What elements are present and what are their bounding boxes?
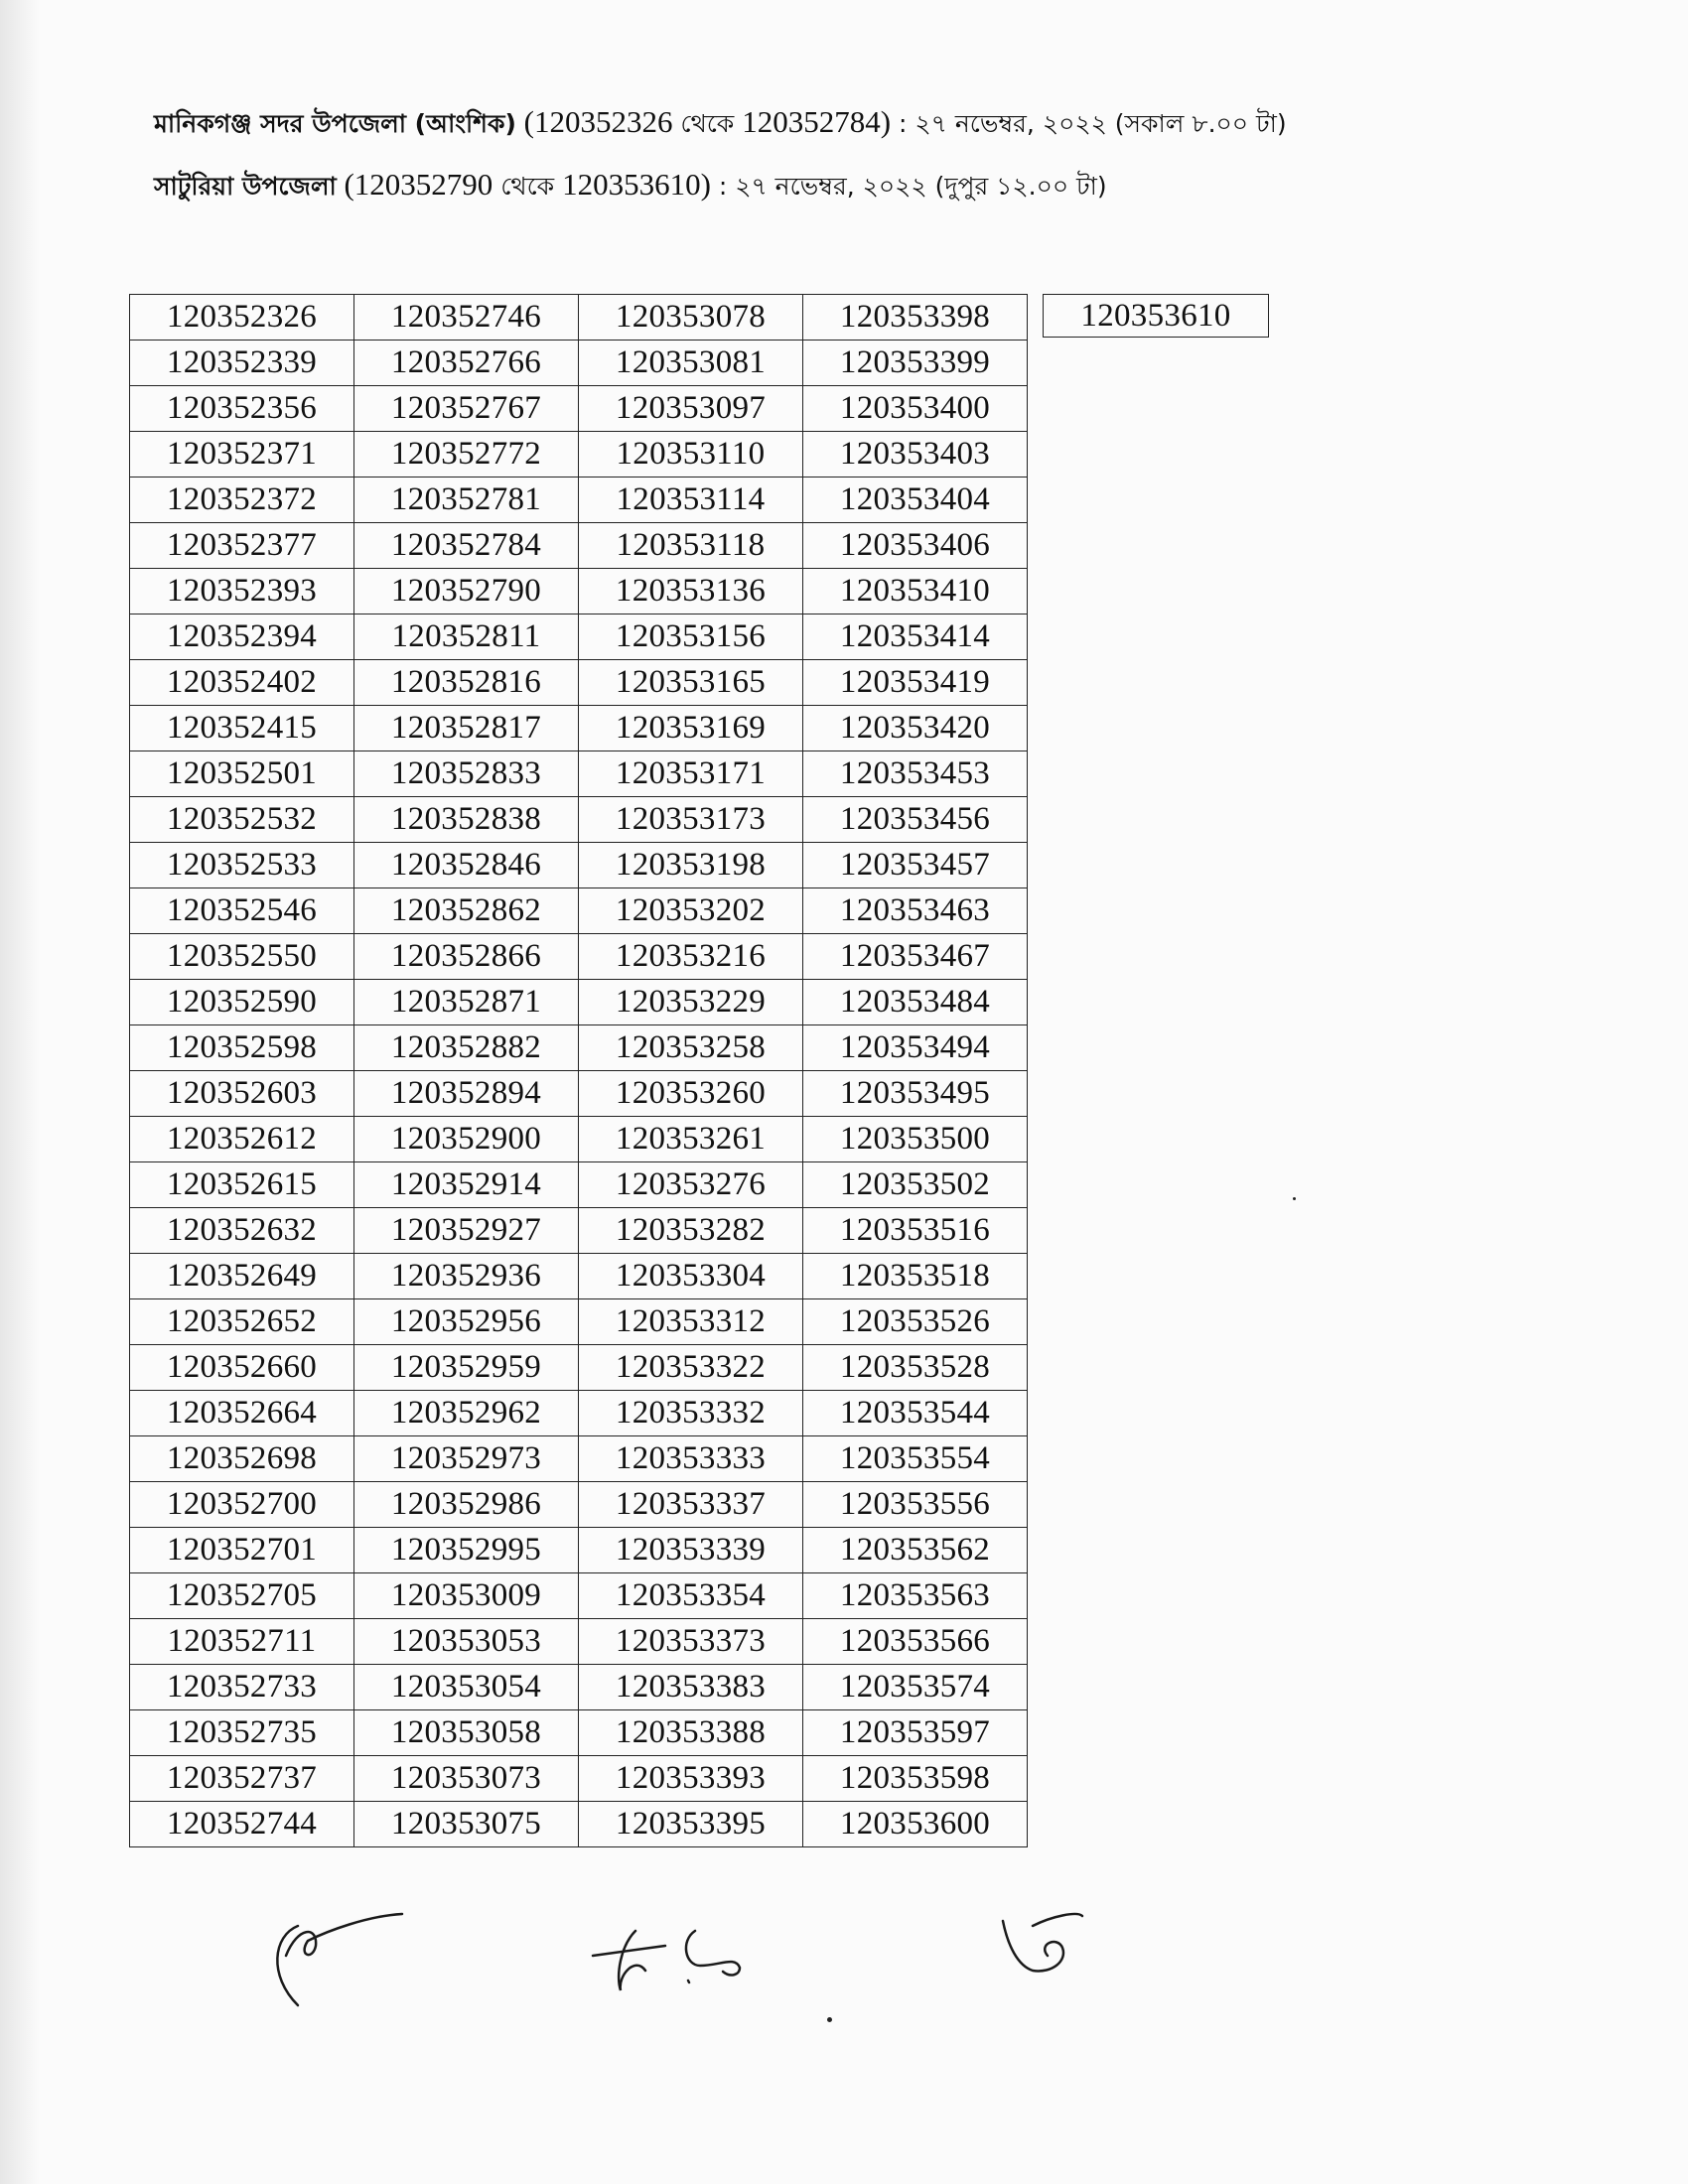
roll-number-cell: 120352846 [354, 843, 579, 888]
range-from: 120352326 [533, 104, 673, 139]
header-line-manikganj [154, 104, 1287, 147]
roll-number-cell: 120353216 [579, 934, 803, 980]
roll-number-cell: 120352698 [130, 1436, 354, 1482]
roll-number-cell: 120352393 [130, 569, 354, 614]
roll-number-cell: 120352733 [130, 1665, 354, 1710]
range-close: ) [880, 104, 892, 139]
roll-number-cell: 120352882 [354, 1025, 579, 1071]
roll-number-cell: 120352973 [354, 1436, 579, 1482]
extra-roll-cell: 120353610 [1043, 294, 1269, 338]
table-row [130, 1071, 1028, 1117]
signature-3 [1003, 1914, 1082, 1971]
roll-number-cell: 120352900 [354, 1117, 579, 1162]
roll-number-cell: 120353173 [579, 797, 803, 843]
roll-number-cell: 120353467 [803, 934, 1028, 980]
roll-number-cell: 120353054 [354, 1665, 579, 1710]
exam-date: : ২৭ নভেম্বর, ২০২২ (সকাল ৮.০০ টা) [891, 109, 1287, 138]
table-row [130, 386, 1028, 432]
roll-number-cell: 120353395 [579, 1802, 803, 1847]
roll-number-cell: 120352532 [130, 797, 354, 843]
roll-table-body [130, 295, 1028, 1847]
roll-number-cell: 120353528 [803, 1345, 1028, 1391]
upazila-name: মানিকগঞ্জ সদর উপজেলা (আংশিক) [154, 109, 516, 138]
table-row [130, 797, 1028, 843]
roll-number-cell: 120352339 [130, 341, 354, 386]
roll-number-cell: 120352550 [130, 934, 354, 980]
roll-number-cell: 120353258 [579, 1025, 803, 1071]
roll-number-cell: 120353457 [803, 843, 1028, 888]
roll-number-cell: 120352811 [354, 614, 579, 660]
roll-number-cell: 120353562 [803, 1528, 1028, 1573]
upazila-name: সাটুরিয়া উপজেলা [154, 172, 337, 201]
roll-number-cell: 120352612 [130, 1117, 354, 1162]
table-row [130, 478, 1028, 523]
roll-number-cell: 120352660 [130, 1345, 354, 1391]
table-row [130, 980, 1028, 1025]
range-open: ( [515, 104, 534, 139]
roll-number-cell: 120353058 [354, 1710, 579, 1756]
roll-number-cell: 120353354 [579, 1573, 803, 1619]
table-row [130, 1710, 1028, 1756]
table-row [130, 1162, 1028, 1208]
roll-number-cell: 120352781 [354, 478, 579, 523]
roll-number-cell: 120353494 [803, 1025, 1028, 1071]
table-row [130, 660, 1028, 706]
range-to: 120352784 [742, 104, 881, 139]
roll-number-cell: 120352871 [354, 980, 579, 1025]
roll-number-cell: 120353332 [579, 1391, 803, 1436]
table-row [130, 1756, 1028, 1802]
roll-number-cell: 120352767 [354, 386, 579, 432]
roll-number-cell: 120352394 [130, 614, 354, 660]
roll-number-cell: 120353118 [579, 523, 803, 569]
roll-number-cell: 120352603 [130, 1071, 354, 1117]
table-row [130, 341, 1028, 386]
roll-number-cell: 120353600 [803, 1802, 1028, 1847]
roll-number-cell: 120353156 [579, 614, 803, 660]
roll-number-cell: 120353081 [579, 341, 803, 386]
roll-number-cell: 120353484 [803, 980, 1028, 1025]
roll-number-cell: 120352711 [130, 1619, 354, 1665]
table-row [130, 1573, 1028, 1619]
roll-number-cell: 120352816 [354, 660, 579, 706]
table-row [130, 569, 1028, 614]
roll-number-cell: 120353566 [803, 1619, 1028, 1665]
roll-number-cell: 120352377 [130, 523, 354, 569]
roll-number-cell: 120353414 [803, 614, 1028, 660]
roll-number-cell: 120352744 [130, 1802, 354, 1847]
roll-number-cell: 120353312 [579, 1299, 803, 1345]
table-row [130, 888, 1028, 934]
roll-number-cell: 120352652 [130, 1299, 354, 1345]
scan-edge-shadow [0, 0, 40, 2184]
table-row [130, 295, 1028, 341]
roll-number-cell: 120352838 [354, 797, 579, 843]
roll-number-cell: 120352649 [130, 1254, 354, 1299]
roll-number-cell: 120353136 [579, 569, 803, 614]
roll-number-cell: 120352590 [130, 980, 354, 1025]
roll-number-cell: 120352790 [354, 569, 579, 614]
roll-number-cell: 120352735 [130, 1710, 354, 1756]
range-connector: থেকে [492, 172, 563, 201]
roll-number-cell: 120353419 [803, 660, 1028, 706]
roll-number-cell: 120353304 [579, 1254, 803, 1299]
range-connector: থেকে [672, 109, 743, 138]
roll-number-cell: 120352986 [354, 1482, 579, 1528]
roll-number-cell: 120352664 [130, 1391, 354, 1436]
table-row [130, 1345, 1028, 1391]
table-row [130, 1117, 1028, 1162]
roll-number-cell: 120352415 [130, 706, 354, 751]
roll-number-table [129, 294, 1028, 1847]
roll-number-cell: 120353333 [579, 1436, 803, 1482]
scan-speck [827, 2017, 832, 2022]
signatures [0, 1886, 1688, 2035]
roll-number-cell: 120353078 [579, 295, 803, 341]
roll-number-cell: 120353598 [803, 1756, 1028, 1802]
roll-number-cell: 120352746 [354, 295, 579, 341]
roll-number-cell: 120352598 [130, 1025, 354, 1071]
roll-number-cell: 120353260 [579, 1071, 803, 1117]
range-to: 120353610 [562, 167, 701, 202]
roll-number-cell: 120352766 [354, 341, 579, 386]
table-row [130, 1528, 1028, 1573]
roll-number-cell: 120353502 [803, 1162, 1028, 1208]
roll-number-cell: 120353009 [354, 1573, 579, 1619]
roll-number-cell: 120353453 [803, 751, 1028, 797]
roll-number-cell: 120352705 [130, 1573, 354, 1619]
roll-number-cell: 120353053 [354, 1619, 579, 1665]
roll-number-cell: 120353282 [579, 1208, 803, 1254]
roll-number-cell: 120353073 [354, 1756, 579, 1802]
roll-number-cell: 120352533 [130, 843, 354, 888]
table-row [130, 1802, 1028, 1847]
roll-number-cell: 120353393 [579, 1756, 803, 1802]
table-row [130, 1482, 1028, 1528]
roll-number-cell: 120352784 [354, 523, 579, 569]
roll-number-cell: 120353398 [803, 295, 1028, 341]
roll-number-cell: 120352936 [354, 1254, 579, 1299]
range-close: ) [700, 167, 711, 202]
roll-number-cell: 120353339 [579, 1528, 803, 1573]
signature-2 [593, 1931, 740, 1990]
range-open: ( [336, 167, 354, 202]
table-row [130, 843, 1028, 888]
roll-number-cell: 120352326 [130, 295, 354, 341]
roll-number-cell: 120352501 [130, 751, 354, 797]
roll-number-cell: 120352700 [130, 1482, 354, 1528]
roll-number-cell: 120353544 [803, 1391, 1028, 1436]
roll-number-cell: 120352372 [130, 478, 354, 523]
roll-number-cell: 120353495 [803, 1071, 1028, 1117]
roll-number-cell: 120353404 [803, 478, 1028, 523]
roll-number-cell: 120352356 [130, 386, 354, 432]
roll-number-cell: 120352995 [354, 1528, 579, 1573]
table-row [130, 432, 1028, 478]
table-row [130, 523, 1028, 569]
roll-number-cell: 120353597 [803, 1710, 1028, 1756]
roll-number-cell: 120353373 [579, 1619, 803, 1665]
roll-number-cell: 120353406 [803, 523, 1028, 569]
roll-number-cell: 120353171 [579, 751, 803, 797]
roll-number-cell: 120353399 [803, 341, 1028, 386]
roll-number-cell: 120353574 [803, 1665, 1028, 1710]
table-row [130, 1665, 1028, 1710]
roll-number-cell: 120352956 [354, 1299, 579, 1345]
roll-number-cell: 120352402 [130, 660, 354, 706]
roll-number-cell: 120353383 [579, 1665, 803, 1710]
roll-number-cell: 120353518 [803, 1254, 1028, 1299]
table-row [130, 1391, 1028, 1436]
table-row [130, 1436, 1028, 1482]
roll-number-cell: 120353276 [579, 1162, 803, 1208]
roll-number-cell: 120353198 [579, 843, 803, 888]
roll-number-cell: 120353516 [803, 1208, 1028, 1254]
roll-number-cell: 120352959 [354, 1345, 579, 1391]
exam-date: : ২৭ নভেম্বর, ২০২২ (দুপুর ১২.০০ টা) [710, 172, 1107, 201]
table-row [130, 614, 1028, 660]
table-row [130, 751, 1028, 797]
table-row [130, 1025, 1028, 1071]
roll-number-cell: 120353526 [803, 1299, 1028, 1345]
signature-1 [277, 1914, 402, 2005]
header-line-saturia [154, 167, 1107, 209]
roll-number-cell: 120353410 [803, 569, 1028, 614]
roll-number-cell: 120352962 [354, 1391, 579, 1436]
roll-number-cell: 120353337 [579, 1482, 803, 1528]
roll-number-cell: 120352817 [354, 706, 579, 751]
table-row [130, 1208, 1028, 1254]
roll-number-cell: 120353500 [803, 1117, 1028, 1162]
table-row [130, 1299, 1028, 1345]
roll-number-cell: 120352701 [130, 1528, 354, 1573]
roll-number-cell: 120352632 [130, 1208, 354, 1254]
roll-number-cell: 120352546 [130, 888, 354, 934]
roll-number-cell: 120353169 [579, 706, 803, 751]
roll-number-cell: 120352772 [354, 432, 579, 478]
roll-number-cell: 120352737 [130, 1756, 354, 1802]
roll-number-cell: 120353420 [803, 706, 1028, 751]
table-row [130, 706, 1028, 751]
scan-speck [1293, 1197, 1296, 1200]
roll-number-cell: 120353554 [803, 1436, 1028, 1482]
roll-number-cell: 120352371 [130, 432, 354, 478]
roll-number-cell: 120353463 [803, 888, 1028, 934]
roll-number-cell: 120353403 [803, 432, 1028, 478]
roll-number-cell: 120353400 [803, 386, 1028, 432]
roll-number-cell: 120353322 [579, 1345, 803, 1391]
roll-number-cell: 120353456 [803, 797, 1028, 843]
table-row [130, 934, 1028, 980]
roll-number-cell: 120353229 [579, 980, 803, 1025]
roll-number-cell: 120353556 [803, 1482, 1028, 1528]
roll-number-cell: 120353097 [579, 386, 803, 432]
roll-number-cell: 120353261 [579, 1117, 803, 1162]
table-row [130, 1254, 1028, 1299]
roll-number-cell: 120352914 [354, 1162, 579, 1208]
roll-number-cell: 120352833 [354, 751, 579, 797]
roll-number-cell: 120353202 [579, 888, 803, 934]
table-row [130, 1619, 1028, 1665]
roll-number-cell: 120352615 [130, 1162, 354, 1208]
range-from: 120352790 [353, 167, 493, 202]
roll-number-cell: 120353110 [579, 432, 803, 478]
roll-number-cell: 120353165 [579, 660, 803, 706]
roll-number-cell: 120352927 [354, 1208, 579, 1254]
roll-number-cell: 120353075 [354, 1802, 579, 1847]
roll-number-cell: 120352866 [354, 934, 579, 980]
roll-number-cell: 120353114 [579, 478, 803, 523]
roll-number-cell: 120352894 [354, 1071, 579, 1117]
roll-number-cell: 120353563 [803, 1573, 1028, 1619]
roll-number-cell: 120352862 [354, 888, 579, 934]
roll-number-cell: 120353388 [579, 1710, 803, 1756]
